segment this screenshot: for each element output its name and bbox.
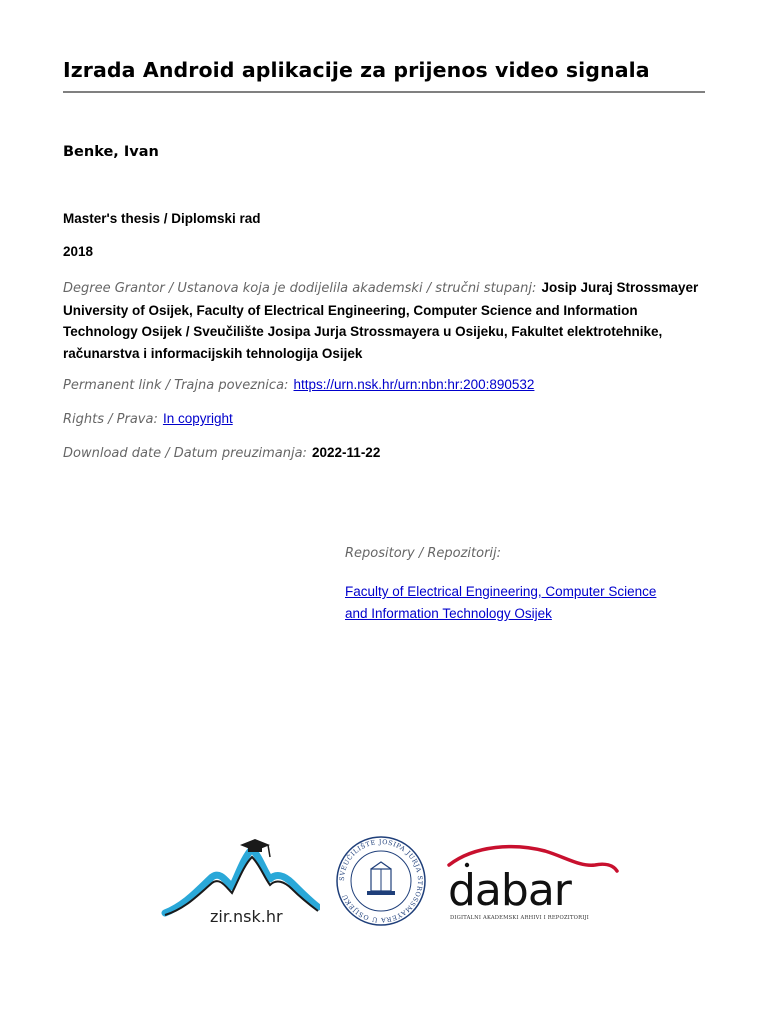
- rights-link[interactable]: In copyright: [162, 411, 233, 426]
- university-seal-icon: [335, 835, 427, 927]
- title-divider: [63, 91, 705, 93]
- download-date-value: 2022-11-22: [312, 445, 381, 460]
- degree-grantor-label: Degree Grantor / Ustanova koja je dodijelila akademski / stručni stupanj:: [63, 281, 537, 296]
- repository: [345, 580, 675, 624]
- page-title: Izrada Android aplikacije za prijenos video signala: [63, 58, 650, 82]
- permanent-link: [63, 374, 534, 393]
- logo-strip: [160, 835, 620, 945]
- degree-grantor-value: Josip Juraj Strossmayer University of Osijek, Faculty of Electrical Engineering, Computer Science and Information Technology Osijek / Sveučilište Josipa Jurja Strossmayera u Osijeku, Fakultet elektrotehnike, računarstva i informacijskih tehnologija Osijek: [63, 280, 699, 361]
- thesis-year: 2018: [63, 244, 94, 259]
- zir-logo-text: zir.nsk.hr: [210, 907, 283, 926]
- thesis-type: Master's thesis / Diplomski rad: [63, 211, 261, 226]
- author-name: Benke, Ivan: [63, 144, 159, 160]
- permanent-link-label: Permanent link / Trajna poveznica:: [63, 378, 289, 393]
- svg-text:SVEUČILIŠTE JOSIPA JURJA STROS: SVEUČILIŠTE JOSIPA JURJA STROSSMAYERA U OSIJEKU: [337, 837, 425, 925]
- download-date: [63, 442, 380, 461]
- rights: [63, 408, 233, 427]
- rights-label: Rights / Prava:: [63, 412, 158, 427]
- degree-grantor: [63, 277, 708, 364]
- download-date-label: Download date / Datum preuzimanja:: [63, 446, 307, 461]
- permanent-link-url[interactable]: https://urn.nsk.hr/urn:nbn:hr:200:890532: [293, 377, 535, 392]
- repository-link[interactable]: Faculty of Electrical Engineering, Computer Science and Information Technology Osijek: [345, 584, 657, 621]
- dabar-logo-text: dabar: [448, 865, 571, 916]
- dabar-logo-subtitle: DIGITALNI AKADEMSKI ARHIVI I REPOZITORIJI: [450, 915, 590, 921]
- repository-label: Repository / Repozitorij:: [345, 546, 502, 561]
